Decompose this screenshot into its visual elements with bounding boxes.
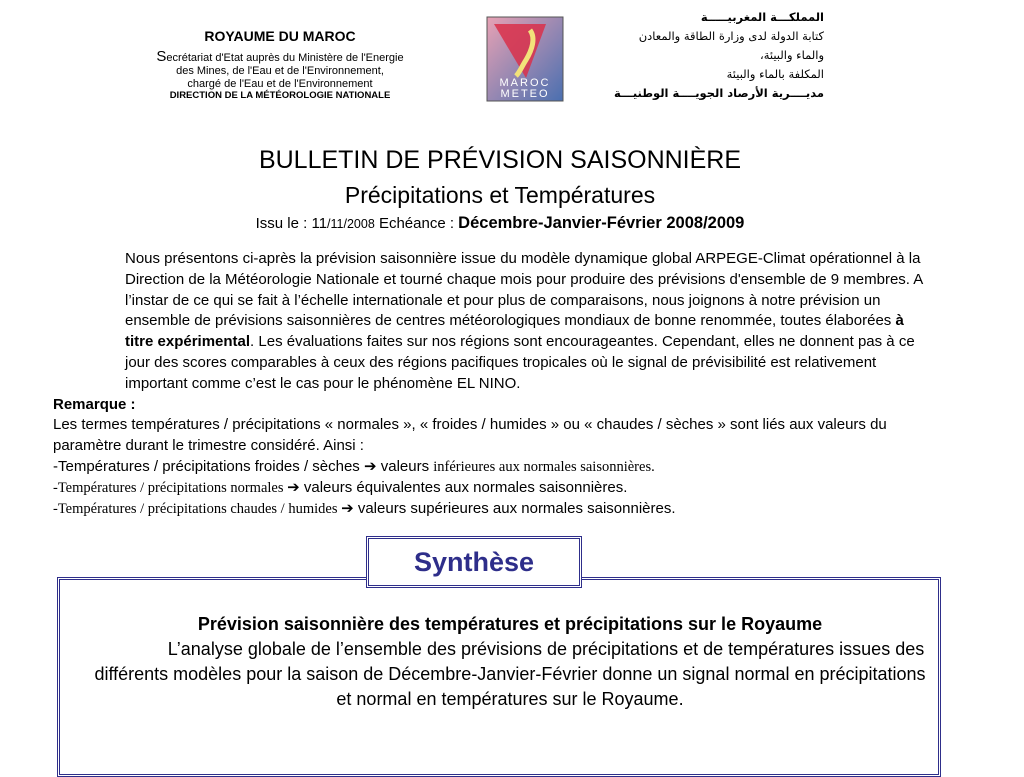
echeance-label: Echéance : xyxy=(374,215,459,232)
intro-paragraph xyxy=(53,249,933,395)
item1-text-b: valeurs xyxy=(376,457,434,475)
arrow-icon: ➔ xyxy=(341,499,354,517)
item3-text-b: valeurs supérieures aux normales saisonnières. xyxy=(353,499,676,517)
synthesis-label: Synthèse xyxy=(366,536,582,588)
issue-date-rest: /11/2008 xyxy=(327,217,375,231)
bulletin-title: BULLETIN DE PRÉVISION SAISONNIÈRE xyxy=(258,146,742,174)
logo-text-meteo: METEO xyxy=(500,88,550,100)
arabic-kingdom: المملكـــة المغربيـــــة xyxy=(700,10,824,24)
header-left-institution xyxy=(140,28,420,102)
secretariat-initial: S xyxy=(156,48,167,66)
ministry-line: des Mines, de l'Eau et de l'Environnement, xyxy=(176,65,384,78)
item2-text-a: -Températures / précipitations normales xyxy=(53,479,288,496)
remark-title xyxy=(53,395,933,416)
forecast-period: Décembre-Janvier-Février 2008/2009 xyxy=(458,214,745,232)
issue-label: Issu le : xyxy=(255,215,312,232)
bulletin-body xyxy=(53,249,933,519)
remark-text: Les termes températures / précipitations « normales », « froides / humides » ou « chaudes / sèches » sont liés aux valeurs du paramètre durant le trimestre considéré. Ainsi : xyxy=(53,416,887,455)
secretariat-line xyxy=(140,48,420,65)
direction-line: DIRECTION DE LA MÉTÉOROLOGIE NATIONALE xyxy=(169,89,391,101)
issue-line xyxy=(0,214,1000,233)
kingdom-name: ROYAUME DU MAROC xyxy=(204,28,356,44)
intro-text-a: Nous présentons ci-après la prévision saisonnière issue du modèle dynamique global ARPEGE-Climat opérationnel à la Direction de la Météorologie Nationale et tourné chaque mois pour produire des prévisions d'ensemble de 9 membres. A l’instar de ce qui se fait à l’échelle internationale et pour plus de comparaisons, nous joignons à notre prévision un ensemble de prévisions saisonnières de centres météorologiques mondiaux de bonne renommée, toutes élaborées xyxy=(125,250,923,330)
secretariat-rest: ecrétariat d'Etat auprès du Ministère de l'Energie xyxy=(166,52,404,65)
bulletin-subtitle: Précipitations et Températures xyxy=(344,182,656,208)
arrow-icon: ➔ xyxy=(287,478,300,496)
arabic-line3: والماء والبيئة، xyxy=(759,48,824,62)
maroc-meteo-logo xyxy=(486,16,564,102)
item3-text-a: -Températures / précipitations chaudes / humides xyxy=(53,500,342,517)
header-right-arabic xyxy=(588,8,824,103)
item1-text-a: -Températures / précipitations froides / sèches xyxy=(53,457,364,475)
arabic-line2: كتابة الدولة لدى وزارة الطاقة والمعادن xyxy=(638,29,824,43)
synthesis-title: Prévision saisonnière des températures et précipitations sur le Royaume xyxy=(197,614,823,634)
arabic-direction: مديــــرية الأرصاد الجويــــة الوطنيـــة xyxy=(614,86,824,100)
intro-bold: à titre expérimental xyxy=(125,312,904,351)
item-warm-wet xyxy=(53,499,933,520)
charge-line: chargé de l'Eau et de l'Environnement xyxy=(187,77,373,90)
item2-text-b: valeurs équivalentes aux normales saisonnières. xyxy=(299,478,628,496)
intro-text-b: . Les évaluations faites sur nos régions sont encourageantes. Cependant, elles ne donnent pas à ce jour des scores comparables à ceux des régions pacifiques tropicales où le signal de prévisibilité est relativement important comme c’est le cas pour le phénomène EL NINO. xyxy=(125,333,915,392)
synthesis-paragraph xyxy=(90,637,930,712)
synthesis-text: L’analyse globale de l’ensemble des prévisions de précipitations et de températures issues des différents modèles pour la saison de Décembre-Janvier-Février donne un signal normal en précipitations et normal en températures sur le Royaume. xyxy=(94,639,926,709)
remark-title-text: Remarque : xyxy=(53,395,136,413)
arabic-line4: المكلفة بالماء والبيئة xyxy=(726,67,824,81)
item-cold-dry xyxy=(53,457,933,478)
item1-text-c: inférieures aux normales saisonnières. xyxy=(433,458,655,475)
logo-text-maroc: MAROC xyxy=(499,77,551,89)
issue-day: 11 xyxy=(311,215,328,232)
item-normal xyxy=(53,478,933,499)
arrow-icon: ➔ xyxy=(363,457,377,475)
synthesis-content xyxy=(90,612,930,712)
